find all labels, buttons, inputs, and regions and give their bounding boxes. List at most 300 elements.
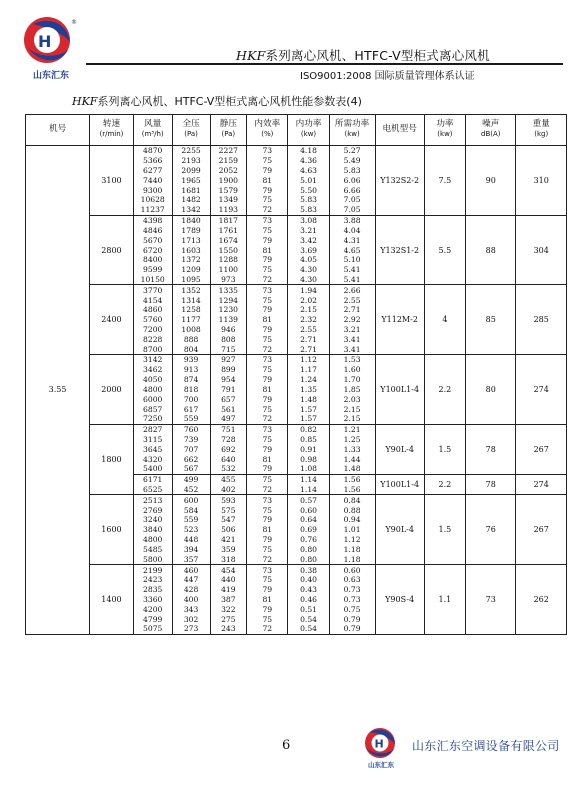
table-body	[26, 146, 567, 635]
cell-internal-power: 0.80	[288, 545, 329, 555]
cell-weight: 285	[516, 285, 567, 355]
cell-internal-power: 0.40	[288, 575, 329, 585]
header-static-pressure: 静压 (Pa)	[210, 115, 247, 146]
cell-required-power: 0.94	[329, 515, 375, 525]
header-internal-power: 内功率 (kw)	[288, 115, 329, 146]
cell-required-power: 3.21	[329, 325, 375, 335]
cell-efficiency: 79	[247, 185, 288, 195]
cell-total-pressure: 394	[172, 545, 210, 555]
cell-airflow: 2835	[133, 585, 172, 595]
cell-weight: 262	[516, 565, 567, 635]
cell-motor: Y132S1-2	[375, 215, 424, 285]
cell-required-power: 3.41	[329, 344, 375, 354]
cell-internal-power: 0.46	[288, 595, 329, 605]
cell-static-pressure: 497	[210, 414, 247, 424]
cell-static-pressure: 1230	[210, 305, 247, 315]
cell-total-pressure: 2255	[172, 146, 210, 156]
cell-efficiency: 75	[247, 614, 288, 624]
cell-airflow: 2769	[133, 505, 172, 515]
cell-static-pressure: 1193	[210, 205, 247, 215]
cell-internal-power: 4.63	[288, 166, 329, 176]
table-row	[26, 565, 567, 575]
cell-static-pressure: 751	[210, 424, 247, 434]
svg-text:H: H	[374, 737, 384, 751]
cell-total-pressure: 739	[172, 435, 210, 445]
cell-noise: 80	[466, 355, 516, 425]
cell-efficiency: 75	[247, 404, 288, 414]
cell-airflow: 9599	[133, 265, 172, 275]
cell-total-pressure: 447	[172, 575, 210, 585]
cell-total-pressure: 874	[172, 375, 210, 385]
cell-static-pressure: 318	[210, 554, 247, 564]
cell-efficiency: 81	[247, 595, 288, 605]
cell-required-power: 5.41	[329, 275, 375, 285]
cell-efficiency: 72	[247, 344, 288, 354]
company-logo	[22, 14, 80, 84]
cell-total-pressure: 584	[172, 505, 210, 515]
cell-airflow: 8700	[133, 344, 172, 354]
cell-required-power: 2.66	[329, 285, 375, 295]
header-speed: 转速 (r/min)	[90, 115, 134, 146]
cell-airflow: 6525	[133, 485, 172, 495]
cell-efficiency: 79	[247, 394, 288, 404]
logo-brand-text: 山东汇东	[32, 71, 70, 81]
cell-airflow: 5400	[133, 464, 172, 474]
cell-weight: 310	[516, 146, 567, 216]
cell-airflow: 5075	[133, 624, 172, 634]
cell-internal-power: 5.01	[288, 175, 329, 185]
cell-efficiency: 72	[247, 554, 288, 564]
cell-internal-power: 1.57	[288, 414, 329, 424]
cell-total-pressure: 273	[172, 624, 210, 634]
cell-airflow: 3360	[133, 595, 172, 605]
cell-speed: 1800	[90, 424, 134, 495]
cell-total-pressure: 939	[172, 355, 210, 365]
cell-static-pressure: 1761	[210, 226, 247, 236]
table-row	[26, 285, 567, 295]
cell-airflow: 7440	[133, 175, 172, 185]
cell-internal-power: 4.05	[288, 255, 329, 265]
cell-required-power: 6.06	[329, 175, 375, 185]
cell-static-pressure: 243	[210, 624, 247, 634]
header-efficiency: 内效率 (%)	[247, 115, 288, 146]
company-name: 山东汇东空调设备有限公司	[412, 739, 560, 753]
cell-total-pressure: 707	[172, 444, 210, 454]
cell-required-power: 3.41	[329, 334, 375, 344]
cell-total-pressure: 1482	[172, 195, 210, 205]
cell-static-pressure: 561	[210, 404, 247, 414]
cell-static-pressure: 1579	[210, 185, 247, 195]
cell-airflow: 9300	[133, 185, 172, 195]
cell-static-pressure: 899	[210, 365, 247, 375]
cell-power: 2.2	[424, 474, 465, 495]
header-weight: 重量 (kg)	[516, 115, 567, 146]
cell-required-power: 2.55	[329, 295, 375, 305]
cell-internal-power: 0.69	[288, 525, 329, 535]
cell-power: 1.5	[424, 424, 465, 474]
cell-motor: Y112M-2	[375, 285, 424, 355]
cell-total-pressure: 662	[172, 454, 210, 464]
cell-internal-power: 2.32	[288, 315, 329, 325]
cell-efficiency: 72	[247, 205, 288, 215]
cell-required-power: 1.18	[329, 554, 375, 564]
cell-airflow: 7200	[133, 325, 172, 335]
cell-efficiency: 75	[247, 505, 288, 515]
cell-total-pressure: 2099	[172, 166, 210, 176]
cell-static-pressure: 593	[210, 495, 247, 505]
cell-static-pressure: 954	[210, 375, 247, 385]
cell-required-power: 1.12	[329, 535, 375, 545]
cell-airflow: 3142	[133, 355, 172, 365]
cell-internal-power: 4.30	[288, 265, 329, 275]
cell-total-pressure: 400	[172, 595, 210, 605]
cell-total-pressure: 357	[172, 554, 210, 564]
cell-internal-power: 3.21	[288, 226, 329, 236]
cell-noise: 73	[466, 565, 516, 635]
cell-airflow: 5760	[133, 315, 172, 325]
cell-required-power: 4.04	[329, 226, 375, 236]
cell-required-power: 5.83	[329, 166, 375, 176]
cell-noise: 76	[466, 495, 516, 565]
cell-efficiency: 79	[247, 166, 288, 176]
header-total-pressure: 全压 (Pa)	[172, 115, 210, 146]
cell-efficiency: 72	[247, 414, 288, 424]
cell-efficiency: 73	[247, 565, 288, 575]
cell-required-power: 7.05	[329, 195, 375, 205]
header-title: HKF系列离心风机、HTFC-V型柜式离心风机	[236, 48, 490, 63]
cell-total-pressure: 1965	[172, 175, 210, 185]
cell-efficiency: 73	[247, 424, 288, 434]
cell-internal-power: 0.54	[288, 624, 329, 634]
cell-airflow: 5485	[133, 545, 172, 555]
cell-airflow: 4320	[133, 454, 172, 464]
cell-required-power: 1.85	[329, 385, 375, 395]
cell-required-power: 5.49	[329, 156, 375, 166]
cell-motor: Y90L-4	[375, 495, 424, 565]
cell-internal-power: 1.57	[288, 404, 329, 414]
table-row	[26, 146, 567, 156]
cell-total-pressure: 1209	[172, 265, 210, 275]
cell-weight: 274	[516, 355, 567, 425]
cell-internal-power: 0.82	[288, 424, 329, 434]
cell-static-pressure: 1817	[210, 215, 247, 225]
cell-total-pressure: 1095	[172, 275, 210, 285]
cell-static-pressure: 973	[210, 275, 247, 285]
cell-required-power: 0.79	[329, 624, 375, 634]
cell-speed: 2400	[90, 285, 134, 355]
cell-airflow: 6857	[133, 404, 172, 414]
cell-power: 7.5	[424, 146, 465, 216]
cell-static-pressure: 946	[210, 325, 247, 335]
cell-airflow: 4870	[133, 146, 172, 156]
cell-noise: 90	[466, 146, 516, 216]
cell-internal-power: 0.43	[288, 585, 329, 595]
cell-airflow: 5670	[133, 235, 172, 245]
table-header	[26, 115, 567, 146]
cell-total-pressure: 559	[172, 515, 210, 525]
cell-total-pressure: 760	[172, 424, 210, 434]
cell-required-power: 1.33	[329, 444, 375, 454]
cell-internal-power: 1.17	[288, 365, 329, 375]
cell-weight: 267	[516, 424, 567, 474]
svg-text:H: H	[38, 32, 52, 51]
table-row	[26, 355, 567, 365]
cell-required-power: 5.41	[329, 265, 375, 275]
cell-static-pressure: 1139	[210, 315, 247, 325]
cell-internal-power: 1.08	[288, 464, 329, 474]
cell-internal-power: 1.14	[288, 485, 329, 495]
cell-required-power: 1.01	[329, 525, 375, 535]
cell-efficiency: 72	[247, 275, 288, 285]
cell-total-pressure: 523	[172, 525, 210, 535]
cell-efficiency: 79	[247, 235, 288, 245]
cell-internal-power: 1.35	[288, 385, 329, 395]
cell-airflow: 5800	[133, 554, 172, 564]
cell-speed: 1400	[90, 565, 134, 635]
cell-static-pressure: 440	[210, 575, 247, 585]
cell-efficiency: 75	[247, 156, 288, 166]
cell-required-power: 1.53	[329, 355, 375, 365]
cell-required-power: 0.73	[329, 585, 375, 595]
cell-static-pressure: 1294	[210, 295, 247, 305]
cell-total-pressure: 559	[172, 414, 210, 424]
cell-internal-power: 0.64	[288, 515, 329, 525]
cell-required-power: 1.56	[329, 474, 375, 484]
cell-static-pressure: 1100	[210, 265, 247, 275]
cell-total-pressure: 1352	[172, 285, 210, 295]
cell-total-pressure: 2193	[172, 156, 210, 166]
cell-total-pressure: 1372	[172, 255, 210, 265]
cell-total-pressure: 888	[172, 334, 210, 344]
cell-airflow: 5366	[133, 156, 172, 166]
cell-static-pressure: 728	[210, 435, 247, 445]
cell-airflow: 2827	[133, 424, 172, 434]
cell-required-power: 1.70	[329, 375, 375, 385]
cell-static-pressure: 359	[210, 545, 247, 555]
cell-efficiency: 75	[247, 575, 288, 585]
cell-efficiency: 81	[247, 175, 288, 185]
cell-required-power: 3.88	[329, 215, 375, 225]
cell-static-pressure: 575	[210, 505, 247, 515]
cell-internal-power: 3.08	[288, 215, 329, 225]
cell-internal-power: 0.60	[288, 505, 329, 515]
cell-motor: Y90L-4	[375, 424, 424, 474]
cell-airflow: 7250	[133, 414, 172, 424]
cell-airflow: 8400	[133, 255, 172, 265]
cell-required-power: 0.84	[329, 495, 375, 505]
cell-efficiency: 79	[247, 535, 288, 545]
cell-static-pressure: 275	[210, 614, 247, 624]
cell-required-power: 1.25	[329, 435, 375, 445]
cell-airflow: 4154	[133, 295, 172, 305]
cell-total-pressure: 1713	[172, 235, 210, 245]
cell-internal-power: 1.48	[288, 394, 329, 404]
cell-total-pressure: 617	[172, 404, 210, 414]
cell-efficiency: 81	[247, 525, 288, 535]
cell-internal-power: 4.36	[288, 156, 329, 166]
cell-internal-power: 3.42	[288, 235, 329, 245]
cell-static-pressure: 657	[210, 394, 247, 404]
cell-efficiency: 79	[247, 444, 288, 454]
cell-internal-power: 1.12	[288, 355, 329, 365]
cell-total-pressure: 1840	[172, 215, 210, 225]
table-row	[26, 495, 567, 505]
cell-required-power: 5.10	[329, 255, 375, 265]
cell-speed: 2000	[90, 355, 134, 425]
cell-internal-power: 2.55	[288, 325, 329, 335]
cell-airflow: 4846	[133, 226, 172, 236]
cell-efficiency: 73	[247, 355, 288, 365]
cell-airflow: 3770	[133, 285, 172, 295]
cell-airflow: 6171	[133, 474, 172, 484]
cell-efficiency: 79	[247, 604, 288, 614]
header-noise: 噪声 dB(A)	[466, 115, 516, 146]
cell-required-power: 1.21	[329, 424, 375, 434]
cell-airflow: 10628	[133, 195, 172, 205]
cell-airflow: 4860	[133, 305, 172, 315]
cell-static-pressure: 547	[210, 515, 247, 525]
cell-motor: Y132S2-2	[375, 146, 424, 216]
cell-internal-power: 0.51	[288, 604, 329, 614]
cell-total-pressure: 1603	[172, 245, 210, 255]
cell-required-power: 1.18	[329, 545, 375, 555]
cell-static-pressure: 1674	[210, 235, 247, 245]
cell-static-pressure: 2227	[210, 146, 247, 156]
cell-airflow: 3462	[133, 365, 172, 375]
cell-airflow: 2513	[133, 495, 172, 505]
cell-static-pressure: 387	[210, 595, 247, 605]
cell-airflow: 2423	[133, 575, 172, 585]
cell-power: 5.5	[424, 215, 465, 285]
cell-internal-power: 5.83	[288, 195, 329, 205]
cell-static-pressure: 2159	[210, 156, 247, 166]
cell-static-pressure: 1900	[210, 175, 247, 185]
cell-required-power: 0.88	[329, 505, 375, 515]
cell-static-pressure: 1550	[210, 245, 247, 255]
cell-efficiency: 73	[247, 495, 288, 505]
cell-speed: 3100	[90, 146, 134, 216]
header-divider	[86, 63, 563, 65]
cell-noise: 88	[466, 215, 516, 285]
cell-motor: Y100L1-4	[375, 355, 424, 425]
cell-efficiency: 81	[247, 385, 288, 395]
cell-efficiency: 75	[247, 265, 288, 275]
cell-required-power: 0.79	[329, 614, 375, 624]
cell-efficiency: 73	[247, 146, 288, 156]
cell-efficiency: 81	[247, 315, 288, 325]
cell-airflow: 4200	[133, 604, 172, 614]
cell-airflow: 3115	[133, 435, 172, 445]
cell-static-pressure: 1288	[210, 255, 247, 265]
cell-efficiency: 75	[247, 195, 288, 205]
cell-required-power: 1.56	[329, 485, 375, 495]
cell-total-pressure: 1008	[172, 325, 210, 335]
cell-total-pressure: 818	[172, 385, 210, 395]
cell-airflow: 4050	[133, 375, 172, 385]
table-caption: HKF系列离心风机、HTFC-V型柜式离心风机性能参数表(4)	[72, 95, 362, 108]
cell-required-power: 1.48	[329, 464, 375, 474]
cell-total-pressure: 428	[172, 585, 210, 595]
cell-static-pressure: 506	[210, 525, 247, 535]
cell-total-pressure: 460	[172, 565, 210, 575]
header-model: 机号	[26, 115, 90, 146]
cell-static-pressure: 640	[210, 454, 247, 464]
cell-static-pressure: 455	[210, 474, 247, 484]
footer-logo	[360, 725, 402, 769]
cell-motor: Y100L1-4	[375, 474, 424, 495]
cell-internal-power: 0.57	[288, 495, 329, 505]
cell-internal-power: 0.98	[288, 454, 329, 464]
cell-internal-power: 0.54	[288, 614, 329, 624]
cell-efficiency: 79	[247, 255, 288, 265]
cell-internal-power: 4.30	[288, 275, 329, 285]
cell-total-pressure: 448	[172, 535, 210, 545]
cell-static-pressure: 454	[210, 565, 247, 575]
cell-total-pressure: 1789	[172, 226, 210, 236]
header-airflow: 风量 (m³/h)	[133, 115, 172, 146]
cell-static-pressure: 402	[210, 485, 247, 495]
cell-required-power: 2.92	[329, 315, 375, 325]
cell-required-power: 1.44	[329, 454, 375, 464]
cell-total-pressure: 1681	[172, 185, 210, 195]
cell-required-power: 6.66	[329, 185, 375, 195]
cell-required-power: 0.75	[329, 604, 375, 614]
cell-efficiency: 79	[247, 464, 288, 474]
cell-internal-power: 5.50	[288, 185, 329, 195]
cell-required-power: 4.31	[329, 235, 375, 245]
cell-internal-power: 1.24	[288, 375, 329, 385]
cell-static-pressure: 692	[210, 444, 247, 454]
cell-speed: 1600	[90, 495, 134, 565]
cell-efficiency: 72	[247, 485, 288, 495]
cell-required-power: 7.05	[329, 205, 375, 215]
cell-total-pressure: 1177	[172, 315, 210, 325]
cell-required-power: 4.65	[329, 245, 375, 255]
cell-efficiency: 81	[247, 454, 288, 464]
cell-internal-power: 2.15	[288, 305, 329, 315]
cell-weight: 274	[516, 474, 567, 495]
cell-required-power: 0.63	[329, 575, 375, 585]
cell-efficiency: 79	[247, 585, 288, 595]
header-power: 功率 (kw)	[424, 115, 465, 146]
page-number: 6	[282, 738, 291, 753]
cell-static-pressure: 419	[210, 585, 247, 595]
cell-airflow: 6720	[133, 245, 172, 255]
cell-static-pressure: 715	[210, 344, 247, 354]
cell-internal-power: 0.38	[288, 565, 329, 575]
footer-logo-text: 山东汇东	[368, 761, 394, 769]
cell-airflow: 6277	[133, 166, 172, 176]
cell-power: 1.1	[424, 565, 465, 635]
cell-efficiency: 75	[247, 474, 288, 484]
table-row	[26, 215, 567, 225]
cell-static-pressure: 808	[210, 334, 247, 344]
cell-power: 1.5	[424, 495, 465, 565]
cell-total-pressure: 452	[172, 485, 210, 495]
cell-internal-power: 3.69	[288, 245, 329, 255]
cell-airflow: 8228	[133, 334, 172, 344]
cell-efficiency: 75	[247, 545, 288, 555]
cell-internal-power: 0.76	[288, 535, 329, 545]
cell-required-power: 2.15	[329, 404, 375, 414]
cell-airflow: 4800	[133, 535, 172, 545]
cell-airflow: 3840	[133, 525, 172, 535]
table-row	[26, 424, 567, 434]
cell-required-power: 1.60	[329, 365, 375, 375]
cell-efficiency: 75	[247, 435, 288, 445]
cell-efficiency: 79	[247, 305, 288, 315]
performance-table	[25, 114, 567, 635]
